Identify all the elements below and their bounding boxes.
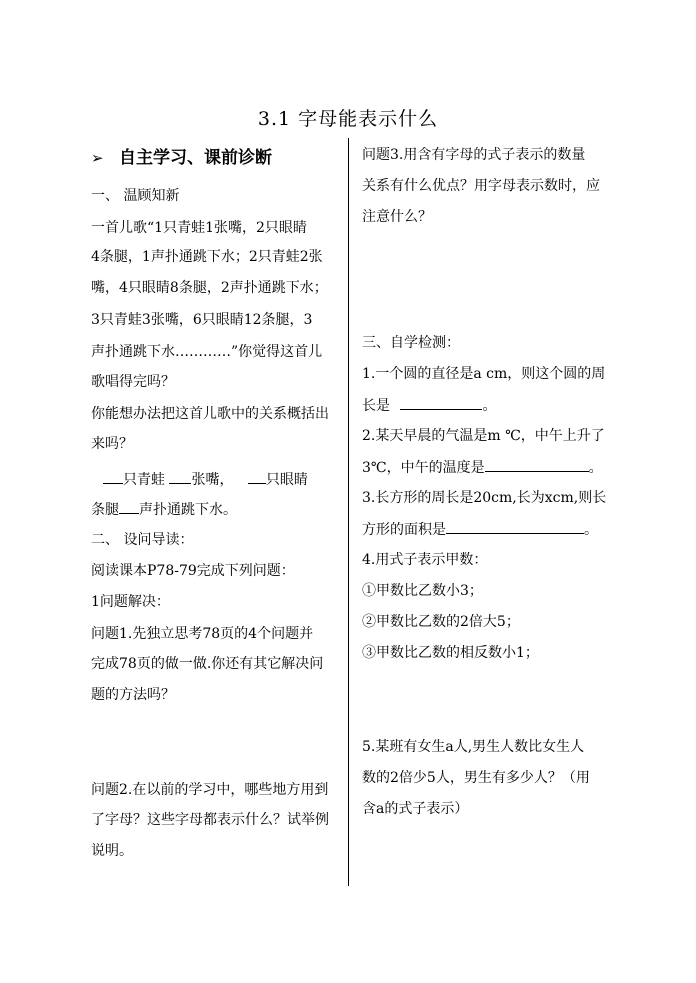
question-2-line-2: 了字母？这些字母都表示什么？试举例 (91, 812, 329, 828)
song-line-6: 歌唱得完吗？ (91, 374, 175, 390)
test-5-line-2: 数的2倍少5人，男生有多少人？（用 (362, 770, 590, 786)
song-line-1: 一首儿歌“1只青蛙1张嘴，2只眼睛 (91, 220, 307, 236)
song-line-4: 3只青蛙3张嘴，6只眼睛12条腿，3 (91, 312, 313, 328)
test-3-line-1: 3.长方形的周长是20cm,长为xcm,则长 (362, 490, 607, 506)
test-5-line-3: 含a的式子表示） (362, 801, 469, 817)
question-3-line-2: 关系有什么优点？用字母表示数时，应 (362, 178, 600, 194)
arrow-bullet-icon: ➢ (91, 149, 104, 167)
blank-rectangle-area[interactable] (446, 519, 584, 534)
question-2-line-3: 说明。 (91, 843, 133, 859)
test-1-line-1: 1.一个圆的直径是a cm，则这个圆的周 (362, 366, 606, 382)
section-1-title: 一、 温顾知新 (91, 188, 180, 204)
blank-mouths[interactable] (169, 469, 191, 484)
section-heading-text: 自主学习、课前诊断 (119, 148, 272, 168)
question-1-line-1: 问题1.先独立思考78页的4个问题并 (91, 626, 314, 642)
prompt-line-1: 你能想办法把这首儿歌中的关系概括出 (91, 406, 329, 422)
blank-noon-temperature[interactable] (485, 457, 589, 472)
test-4-item-c: ③甲数比乙数的相反数小1； (362, 645, 539, 661)
page-title: 3.1 字母能表示什么 (257, 108, 439, 130)
test-4-title: 4.用式子表示甲数： (362, 552, 488, 568)
test-4-item-a: ①甲数比乙数小3； (362, 583, 483, 599)
blank-circumference[interactable] (400, 395, 482, 410)
blank-splashes[interactable] (119, 499, 139, 514)
fill-blank-line-2: 条腿 声扑通跳下水。 (91, 499, 237, 520)
question-1-line-2: 完成78页的做一做.你还有其它解决问 (91, 656, 324, 672)
song-line-5: 声扑通跳下水…………”你觉得这首儿 (91, 344, 323, 360)
reading-instruction: 阅读课本P78-79完成下列问题： (91, 563, 295, 579)
column-divider (348, 138, 349, 886)
test-3-line-2: 方形的面积是 。 (362, 519, 598, 540)
test-2-line-1: 2.某天早晨的气温是m ℃，中午上升了 (362, 428, 605, 444)
question-1-line-3: 题的方法吗？ (91, 687, 175, 703)
question-3-line-3: 注意什么？ (362, 209, 432, 225)
test-2-line-2: 3℃，中午的温度是 。 (362, 457, 603, 478)
blank-frogs[interactable] (103, 469, 123, 484)
section-heading (91, 148, 272, 168)
prompt-line-2: 来吗？ (91, 436, 133, 452)
section-2-title: 二、 设问导读： (91, 532, 194, 548)
blank-eyes[interactable] (248, 469, 266, 484)
question-3-line-1: 问题3.用含有字母的式子表示的数量 (362, 147, 586, 163)
song-line-3: 嘴，4只眼睛8条腿，2声扑通跳下水； (91, 280, 328, 296)
test-1-line-2: 长是 。 (362, 395, 496, 416)
question-2-line-1: 问题2.在以前的学习中，哪些地方用到 (91, 782, 329, 798)
test-5-line-1: 5.某班有女生a人,男生人数比女生人 (362, 739, 585, 755)
test-4-item-b: ②甲数比乙数的2倍大5； (362, 614, 520, 630)
fill-blank-line-1: 只青蛙 张嘴， 只眼睛 (91, 469, 308, 490)
song-line-2: 4条腿，1声扑通跳下水；2只青蛙2张 (91, 249, 323, 265)
section-3-title: 三、自学检测： (362, 335, 460, 351)
problem-solving-label: 1问题解决： (91, 594, 170, 610)
